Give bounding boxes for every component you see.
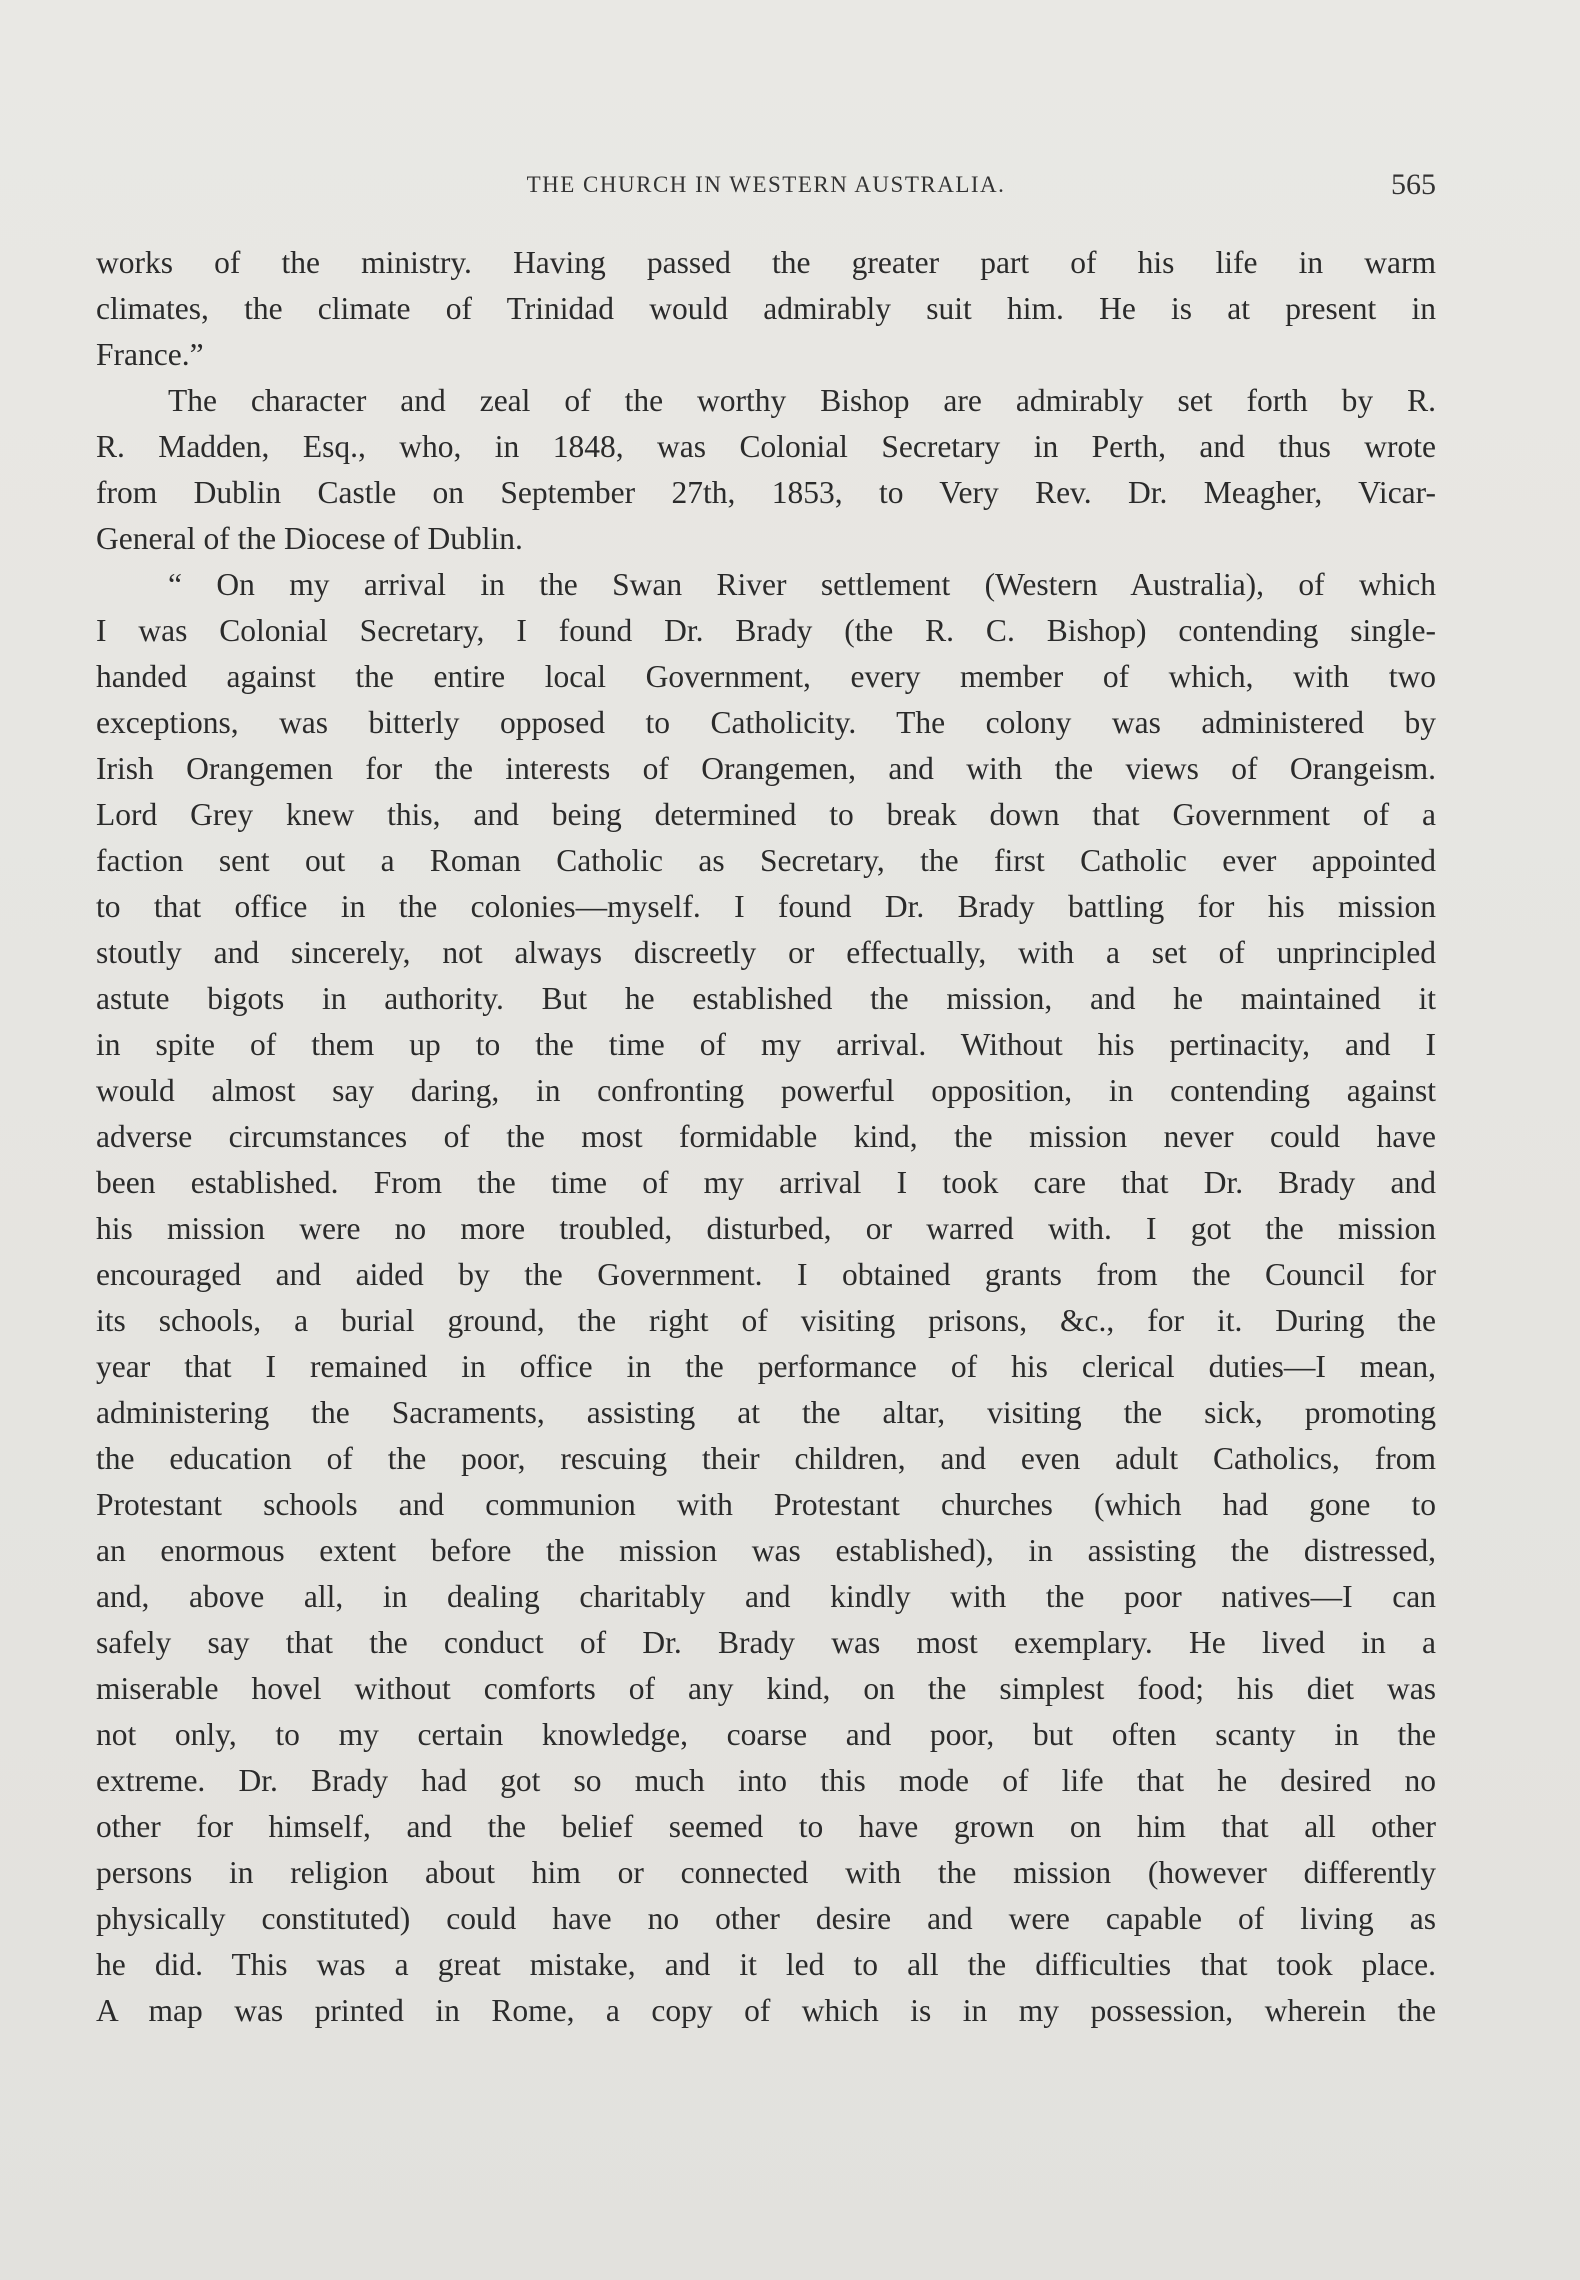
text-line: and, above all, in dealing charitably and kindly with the poor natives—I can: [96, 1579, 1436, 1614]
text-line: climates, the climate of Trinidad would admirably suit him. He is at present in: [96, 291, 1436, 326]
text-line: persons in religion about him or connected with the mission (however differently: [96, 1855, 1436, 1890]
text-line: year that I remained in office in the performance of his clerical duties—I mean,: [96, 1349, 1436, 1384]
running-header: [96, 168, 1436, 208]
text-line: France.”: [96, 337, 204, 372]
text-line: an enormous extent before the mission was established), in assisting the distressed,: [96, 1533, 1436, 1568]
text-line: I was Colonial Secretary, I found Dr. Brady (the R. C. Bishop) contending single-: [96, 613, 1436, 648]
text-line: stoutly and sincerely, not always discreetly or effectually, with a set of unprincipled: [96, 935, 1436, 970]
text-line: safely say that the conduct of Dr. Brady was most exemplary. He lived in a: [96, 1625, 1436, 1660]
text-line: works of the ministry. Having passed the greater part of his life in warm: [96, 245, 1436, 280]
text-line: The character and zeal of the worthy Bishop are admirably set forth by R.: [168, 383, 1436, 418]
text-line: Irish Orangemen for the interests of Orangemen, and with the views of Orangeism.: [96, 751, 1436, 786]
text-line: exceptions, was bitterly opposed to Catholicity. The colony was administered by: [96, 705, 1436, 740]
text-line: not only, to my certain knowledge, coarse and poor, but often scanty in the: [96, 1717, 1436, 1752]
text-line: astute bigots in authority. But he established the mission, and he maintained it: [96, 981, 1436, 1016]
text-line: miserable hovel without comforts of any kind, on the simplest food; his diet was: [96, 1671, 1436, 1706]
text-line: from Dublin Castle on September 27th, 1853, to Very Rev. Dr. Meagher, Vicar-: [96, 475, 1436, 510]
text-line: administering the Sacraments, assisting at the altar, visiting the sick, promoting: [96, 1395, 1436, 1430]
text-line: handed against the entire local Government, every member of which, with two: [96, 659, 1436, 694]
text-line: in spite of them up to the time of my arrival. Without his pertinacity, and I: [96, 1027, 1436, 1062]
text-line: Protestant schools and communion with Protestant churches (which had gone to: [96, 1487, 1436, 1522]
text-line: been established. From the time of my arrival I took care that Dr. Brady and: [96, 1165, 1436, 1200]
text-line: adverse circumstances of the most formidable kind, the mission never could have: [96, 1119, 1436, 1154]
text-line: faction sent out a Roman Catholic as Secretary, the first Catholic ever appointed: [96, 843, 1436, 878]
text-line: encouraged and aided by the Government. I obtained grants from the Council for: [96, 1257, 1436, 1292]
text-line: Lord Grey knew this, and being determined to break down that Government of a: [96, 797, 1436, 832]
text-line: the education of the poor, rescuing their children, and even adult Catholics, from: [96, 1441, 1436, 1476]
text-line: its schools, a burial ground, the right of visiting prisons, &c., for it. During the: [96, 1303, 1436, 1338]
text-line: his mission were no more troubled, disturbed, or warred with. I got the mission: [96, 1211, 1436, 1246]
page-number: 565: [1391, 168, 1436, 201]
text-line: R. Madden, Esq., who, in 1848, was Colonial Secretary in Perth, and thus wrote: [96, 429, 1436, 464]
text-line: A map was printed in Rome, a copy of which is in my possession, wherein the: [96, 1993, 1436, 2028]
text-line: “ On my arrival in the Swan River settlement (Western Australia), of which: [168, 567, 1436, 602]
text-line: would almost say daring, in confronting powerful opposition, in contending against: [96, 1073, 1436, 1108]
text-line: he did. This was a great mistake, and it led to all the difficulties that took place.: [96, 1947, 1436, 1982]
text-line: General of the Diocese of Dublin.: [96, 521, 523, 556]
text-line: to that office in the colonies—myself. I found Dr. Brady battling for his mission: [96, 889, 1436, 924]
text-line: extreme. Dr. Brady had got so much into this mode of life that he desired no: [96, 1763, 1436, 1798]
body-text: [96, 240, 1436, 2034]
text-line: physically constituted) could have no other desire and were capable of living as: [96, 1901, 1436, 1936]
text-line: other for himself, and the belief seemed to have grown on him that all other: [96, 1809, 1436, 1844]
running-title: THE CHURCH IN WESTERN AUSTRALIA.: [526, 172, 1006, 197]
